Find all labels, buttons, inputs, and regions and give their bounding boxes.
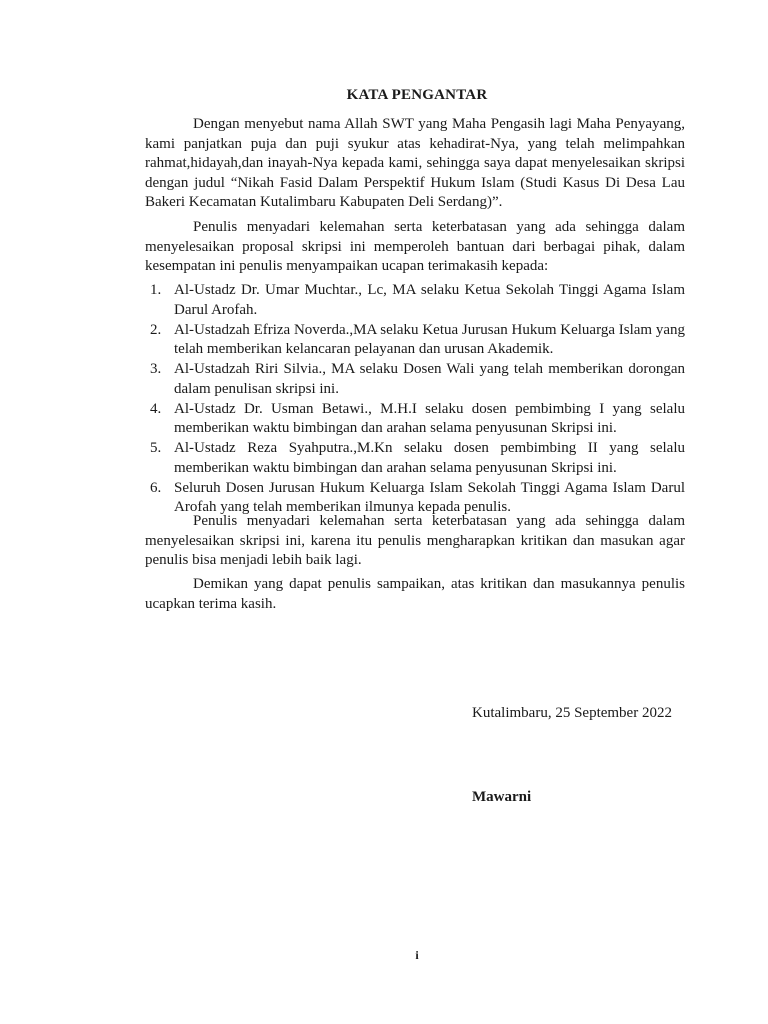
acknowledgement-list bbox=[145, 281, 685, 518]
list-item bbox=[145, 281, 685, 320]
list-item-text: Al-Ustadz Dr. Umar Muchtar., Lc, MA selaku Ketua Sekolah Tinggi Agama Islam Darul Arofah. bbox=[174, 282, 685, 318]
list-item-number: 6. bbox=[150, 479, 162, 496]
list-item bbox=[145, 400, 685, 439]
page-title: KATA PENGANTAR bbox=[346, 87, 488, 103]
intro-paragraph: Penulis menyadari kelemahan serta keterbatasan yang ada sehingga dalam menyelesaikan proposal skripsi ini memperoleh bantuan dari berbagai pihak, dalam kesempatan ini penulis menyampaikan ucapan terimakasih kepada: bbox=[145, 219, 685, 274]
list-item-text: Seluruh Dosen Jurusan Hukum Keluarga Islam Sekolah Tinggi Agama Islam Darul Arofah yang telah memberikan ilmunya kepada penulis. bbox=[174, 479, 685, 515]
list-item bbox=[145, 321, 685, 360]
list-item-text: Al-Ustadzah Riri Silvia., MA selaku Dosen Wali yang telah memberikan dorongan dalam penulisan skripsi ini. bbox=[174, 361, 685, 397]
place-date: Kutalimbaru, 25 September 2022 bbox=[472, 705, 672, 721]
opening-paragraph: Dengan menyebut nama Allah SWT yang Maha Pengasih lagi Maha Penyayang, kami panjatkan puja dan puji syukur atas kehadirat-Nya, yang telah melimpahkan rahmat,hidayah,dan inayah-Nya kepada kami, sehingga saya dapat menyelesaikan skripsi dengan judul “Nikah Fasid Dalam Perspektif Hukum Islam (Studi Kasus Di Desa Lau Bakeri Kecamatan Kutalimbaru Kabupaten Deli Serdang)”. bbox=[145, 116, 685, 210]
list-item-number: 3. bbox=[150, 361, 162, 377]
list-item-text: Al-Ustadzah Efriza Noverda.,MA selaku Ketua Jurusan Hukum Keluarga Islam yang telah memberikan kelancaran pelayanan dan urusan Akademik. bbox=[174, 321, 685, 357]
list-item-number: 5. bbox=[150, 440, 162, 456]
list-item-text: Al-Ustadz Dr. Usman Betawi., M.H.I selaku dosen pembimbing I yang selalu memberikan waktu bimbingan dan arahan selama penyusunan Skripsi ini. bbox=[174, 400, 685, 436]
thanks-paragraph: Demikan yang dapat penulis sampaikan, atas kritikan dan masukannya penulis ucapkan terima kasih. bbox=[145, 576, 685, 612]
list-item-number: 4. bbox=[150, 400, 162, 417]
list-item bbox=[145, 439, 685, 478]
list-item-number: 2. bbox=[150, 321, 162, 338]
closing-paragraph: Penulis menyadari kelemahan serta keterbatasan yang ada sehingga dalam menyelesaikan skripsi ini, karena itu penulis mengharapkan kritikan dan masukan agar penulis bisa menjadi lebih baik lagi. bbox=[145, 513, 685, 568]
list-item bbox=[145, 360, 685, 399]
list-item-number: 1. bbox=[150, 282, 162, 298]
page-number: i bbox=[415, 948, 419, 962]
signer-name: Mawarni bbox=[472, 789, 532, 805]
list-item-text: Al-Ustadz Reza Syahputra.,M.Kn selaku dosen pembimbing II yang selalu memberikan waktu bimbingan dan arahan selama penyusunan Skripsi ini. bbox=[174, 440, 685, 476]
